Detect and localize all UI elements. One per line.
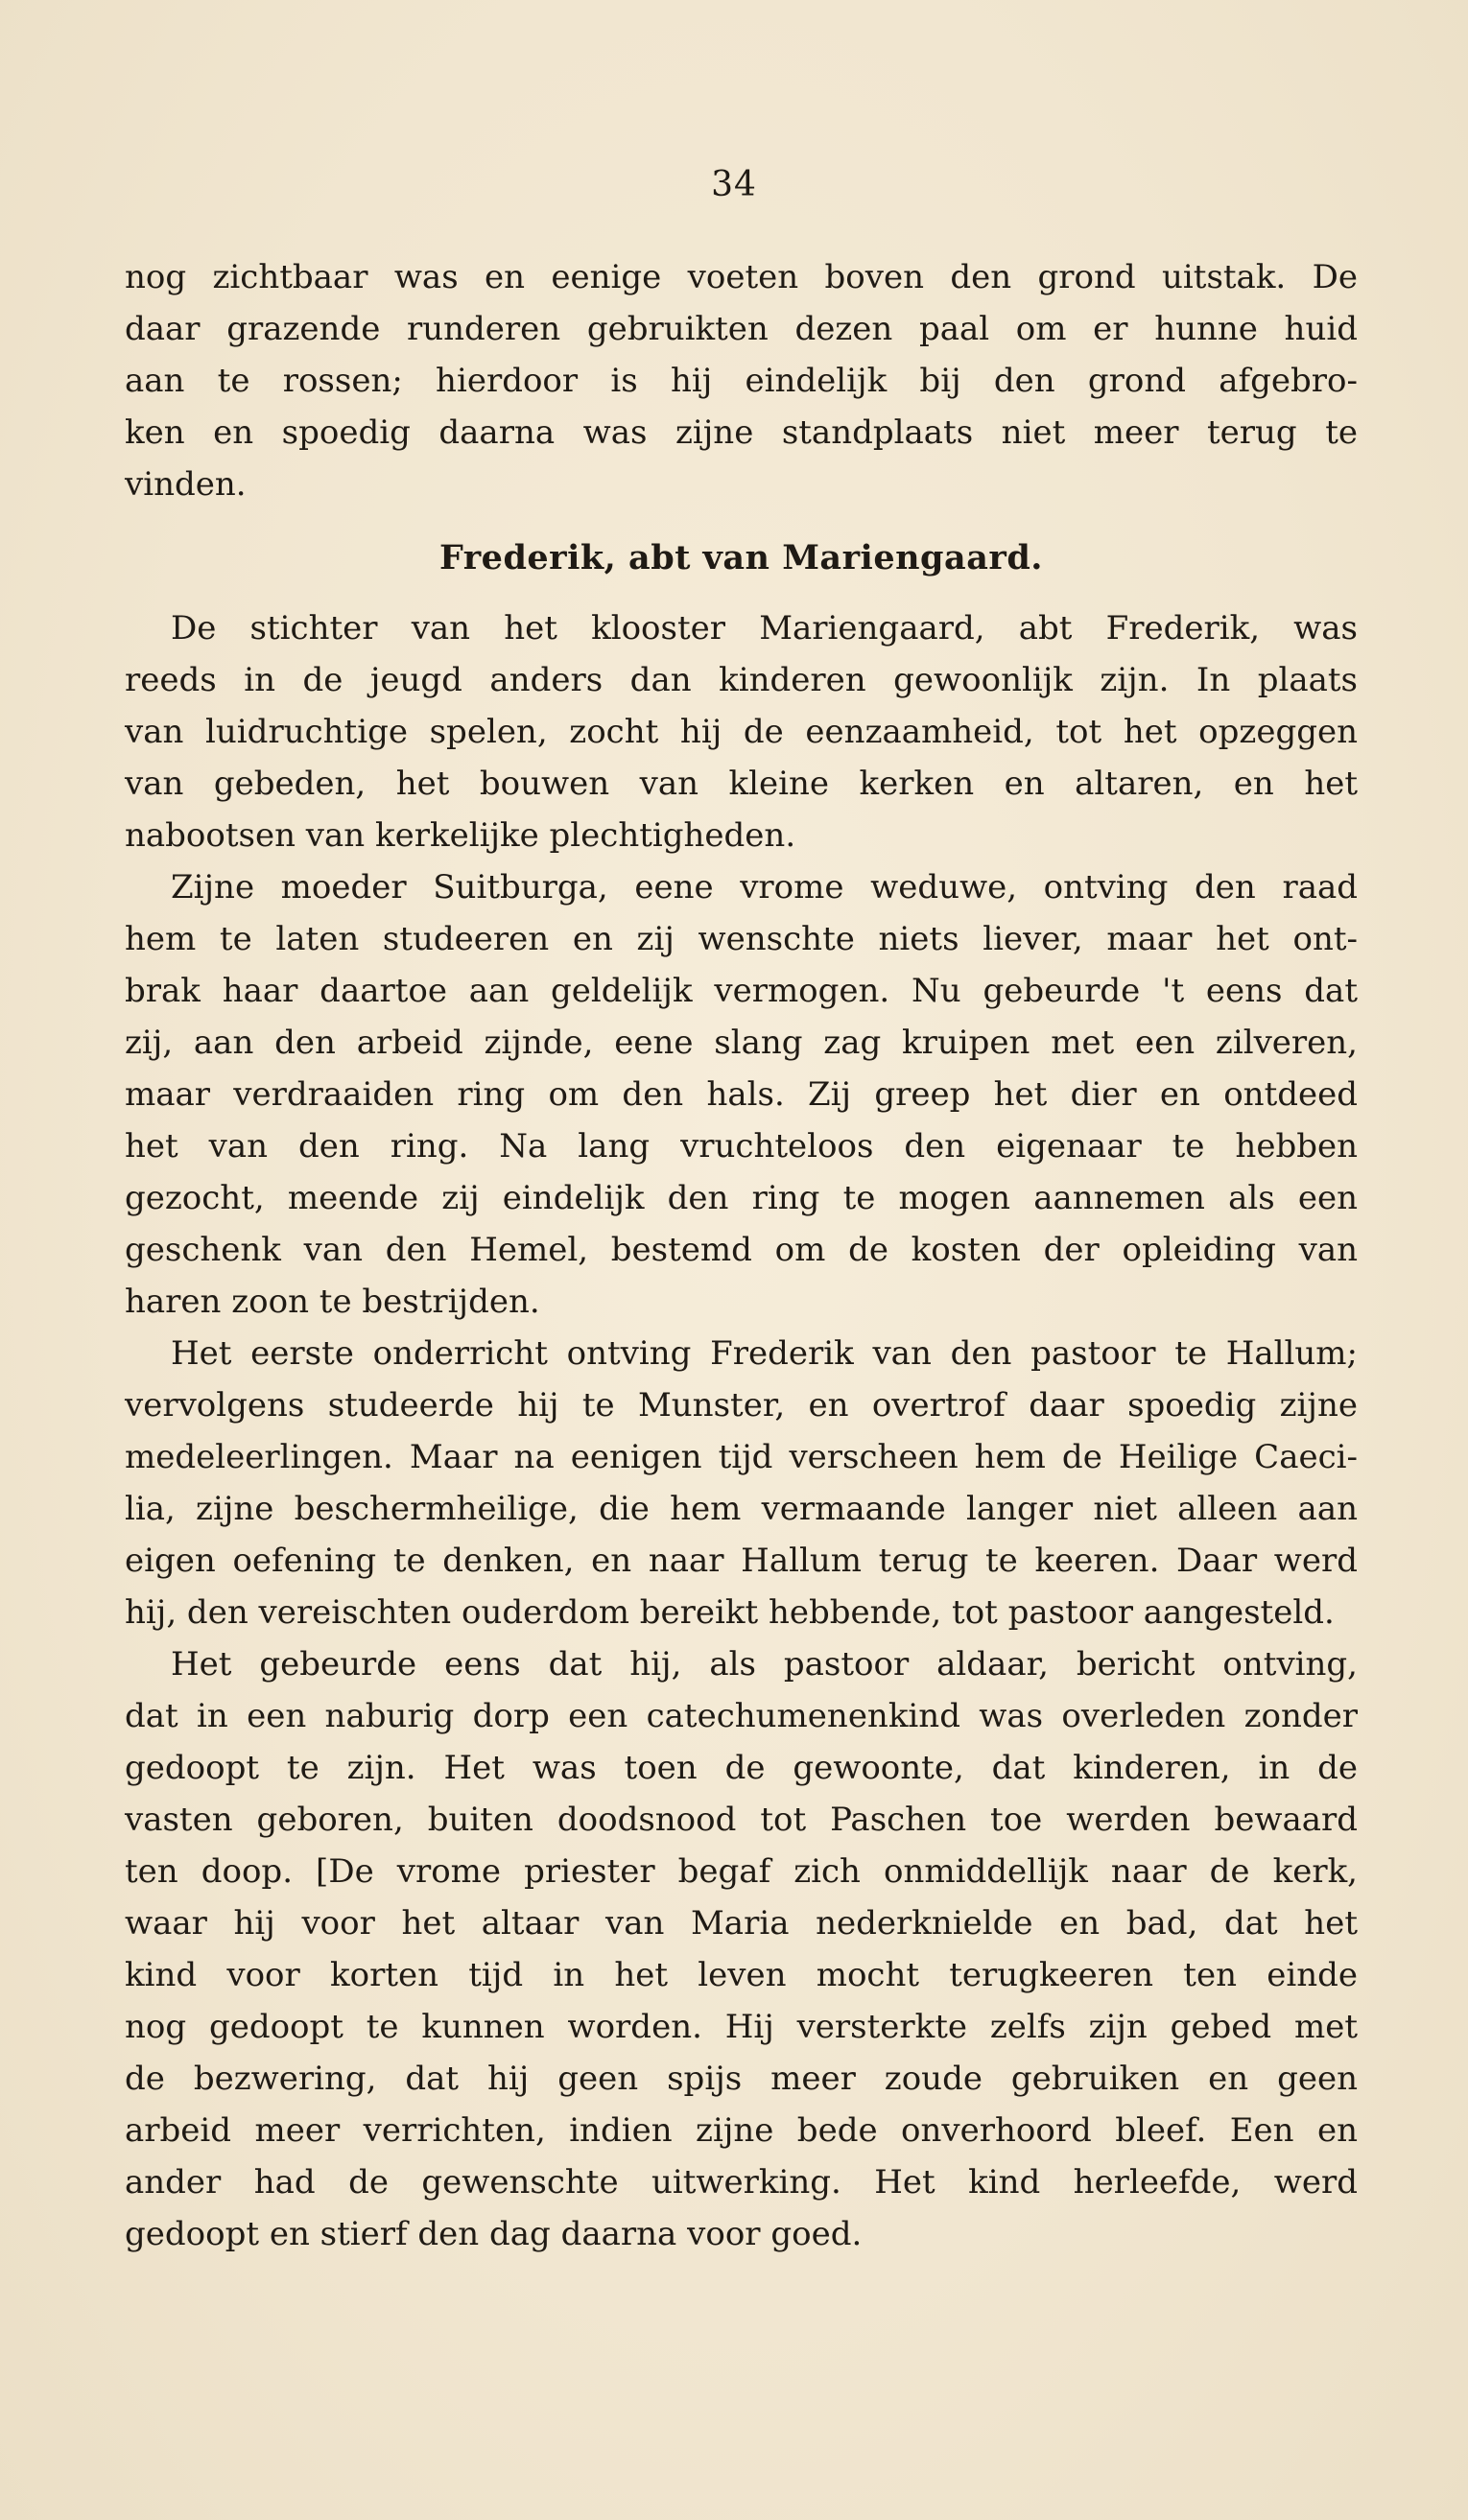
text-line: kind voor korten tijd in het leven mocht terugkeeren ten einde: [125, 1956, 1358, 1994]
text-line: medeleerlingen. Maar na eenigen tijd verscheen hem de Heilige Caeci-: [125, 1438, 1358, 1476]
text-line: van gebeden, het bouwen van kleine kerken en altaren, en het: [125, 765, 1358, 803]
text-line: nabootsen van kerkelijke plechtigheden.: [125, 816, 796, 855]
body-text: [125, 251, 1358, 2260]
text-line: aan te rossen; hierdoor is hij eindelijk bij den grond afgebro-: [125, 362, 1358, 400]
text-line: eigen oefening te denken, en naar Hallum terug te keeren. Daar werd: [125, 1542, 1358, 1580]
text-line: gezocht, meende zij eindelijk den ring te mogen aannemen als een: [125, 1179, 1358, 1217]
text-line: gedoopt en stierf den dag daarna voor goed.: [125, 2215, 863, 2253]
text-line: ken en spoedig daarna was zijne standplaats niet meer terug te: [125, 413, 1358, 452]
text-line: maar verdraaiden ring om den hals. Zij greep het dier en ontdeed: [125, 1075, 1358, 1114]
page-number: 34: [711, 165, 757, 204]
text-line: vasten geboren, buiten doodsnood tot Paschen toe werden bewaard: [125, 1801, 1358, 1839]
text-line: daar grazende runderen gebruikten dezen paal om er hunne huid: [125, 310, 1358, 348]
paragraph-3: [125, 1328, 1358, 1638]
text-line: de bezwering, dat hij geen spijs meer zoude gebruiken en geen: [125, 2060, 1358, 2098]
text-line: Zijne moeder Suitburga, eene vrome weduwe, ontving den raad: [171, 868, 1358, 907]
text-line: geschenk van den Hemel, bestemd om de kosten der opleiding van: [125, 1231, 1358, 1269]
text-line: reeds in de jeugd anders dan kinderen gewoonlijk zijn. In plaats: [125, 661, 1358, 699]
text-line: De stichter van het klooster Mariengaard, abt Frederik, was: [171, 609, 1358, 648]
text-line: lia, zijne beschermheilige, die hem vermaande langer niet alleen aan: [125, 1490, 1358, 1528]
text-line: brak haar daartoe aan geldelijk vermogen. Nu gebeurde 't eens dat: [125, 972, 1358, 1010]
text-line: Het eerste onderricht ontving Frederik van den pastoor te Hallum;: [171, 1334, 1358, 1373]
text-line: arbeid meer verrichten, indien zijne bede onverhoord bleef. Een en: [125, 2111, 1358, 2150]
paragraph-1: [125, 602, 1358, 861]
text-line: zij, aan den arbeid zijnde, eene slang zag kruipen met een zilveren,: [125, 1024, 1358, 1062]
text-line: vervolgens studeerde hij te Munster, en overtrof daar spoedig zijne: [125, 1386, 1358, 1425]
paragraph-2: [125, 861, 1358, 1328]
text-line: Het gebeurde eens dat hij, als pastoor aldaar, bericht ontving,: [171, 1645, 1358, 1684]
intro-paragraph: [125, 251, 1358, 510]
text-line: haren zoon te bestrijden.: [125, 1283, 540, 1321]
text-line: gedoopt te zijn. Het was toen de gewoonte, dat kinderen, in de: [125, 1749, 1358, 1787]
text-line: nog gedoopt te kunnen worden. Hij versterkte zelfs zijn gebed met: [125, 2008, 1358, 2046]
text-line: van luidruchtige spelen, zocht hij de eenzaamheid, tot het opzeggen: [125, 713, 1358, 751]
text-line: vinden.: [125, 465, 247, 504]
paragraph-4: [125, 1638, 1358, 2260]
text-line: hij, den vereischten ouderdom bereikt hebbende, tot pastoor aangesteld.: [125, 1593, 1335, 1632]
text-line: dat in een naburig dorp een catechumenenkind was overleden zonder: [125, 1697, 1358, 1735]
text-line: het van den ring. Na lang vruchteloos den eigenaar te hebben: [125, 1127, 1358, 1166]
text-line: hem te laten studeeren en zij wenschte niets liever, maar het ont-: [125, 920, 1358, 958]
text-line: waar hij voor het altaar van Maria nederknielde en bad, dat het: [125, 1904, 1358, 1943]
text-line: ten doop. [De vrome priester begaf zich onmiddellijk naar de kerk,: [125, 1852, 1358, 1891]
text-line: nog zichtbaar was en eenige voeten boven den grond uitstak. De: [125, 258, 1358, 296]
section-heading: Frederik, abt van Mariengaard.: [439, 538, 1043, 577]
text-line: ander had de gewenschte uitwerking. Het kind herleefde, werd: [125, 2163, 1358, 2202]
